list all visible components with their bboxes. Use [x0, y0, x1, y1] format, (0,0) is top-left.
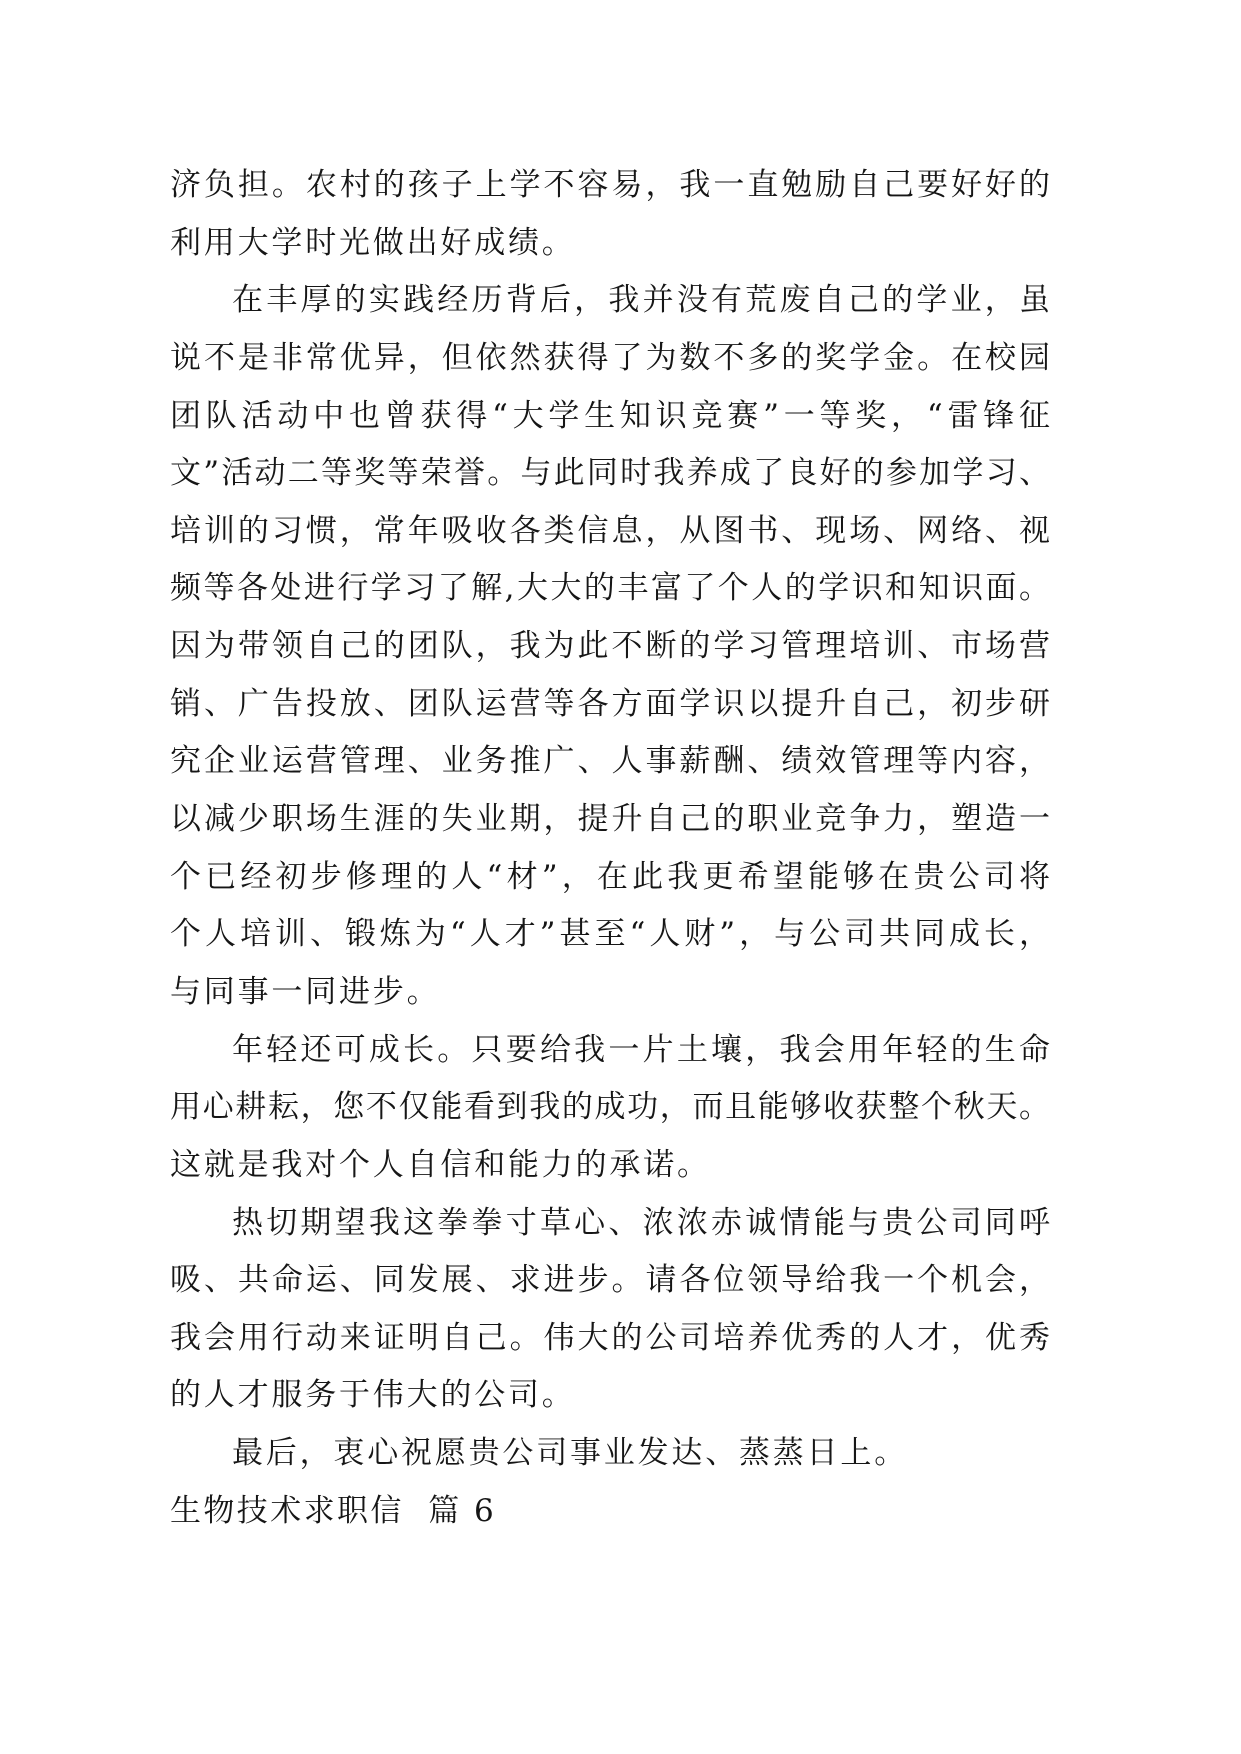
- paragraph: [170, 1425, 1050, 1483]
- paragraph: [170, 157, 1050, 272]
- text-line: 吸、共命运、同发展、求进步。请各位领导给我一个机会，: [170, 1262, 1050, 1299]
- text-line: 与同事一同进步。: [170, 973, 441, 1010]
- text-line: 利用大学时光做出好成绩。: [170, 224, 576, 261]
- text-line: 个已经初步修理的人“材”，在此我更希望能够在贵公司将: [170, 858, 1050, 895]
- paragraph: [170, 272, 1050, 1021]
- text-line: 团队活动中也曾获得“大学生知识竞赛”一等奖，“雷锋征: [170, 397, 1050, 434]
- paragraph: [170, 1195, 1050, 1426]
- text-line: 济负担。农村的孩子上学不容易，我一直勉励自己要好好的: [170, 167, 1050, 203]
- text-line: 究企业运营管理、业务推广、人事薪酬、绩效管理等内容，: [170, 743, 1050, 780]
- text-line: 销、广告投放、团队运营等各方面学识以提升自己，初步研: [170, 685, 1050, 722]
- text-line: 个人培训、锻炼为“人才”甚至“人财”，与公司共同成长，: [170, 916, 1050, 953]
- text-line: 频等各处进行学习了解,大大的丰富了个人的学识和知识面。: [170, 570, 1050, 607]
- text-line: 说不是非常优异，但依然获得了为数不多的奖学金。在校园: [170, 339, 1050, 376]
- text-line: 热切期望我这拳拳寸草心、浓浓赤诚情能与贵公司同呼: [232, 1204, 1050, 1241]
- text-line: 的人才服务于伟大的公司。: [170, 1377, 576, 1414]
- document-page: [170, 157, 1050, 1540]
- text-line: 在丰厚的实践经历背后，我并没有荒废自己的学业，虽: [232, 282, 1050, 319]
- section-heading: 生物技术求职信 篇 6: [170, 1492, 497, 1529]
- text-line: 这就是我对个人自信和能力的承诺。: [170, 1146, 711, 1183]
- paragraph: [170, 1022, 1050, 1195]
- text-line: 因为带领自己的团队，我为此不断的学习管理培训、市场营: [170, 628, 1050, 665]
- text-line: 以减少职场生涯的失业期，提升自己的职业竞争力，塑造一: [170, 801, 1050, 838]
- text-line: 培训的习惯，常年吸收各类信息，从图书、现场、网络、视: [170, 512, 1050, 549]
- text-line: 我会用行动来证明自己。伟大的公司培养优秀的人才，优秀: [170, 1319, 1050, 1356]
- text-line: 用心耕耘，您不仅能看到我的成功，而且能够收获整个秋天。: [170, 1089, 1050, 1126]
- text-line: 最后，衷心祝愿贵公司事业发达、蒸蒸日上。: [232, 1435, 908, 1472]
- text-line: 文”活动二等奖等荣誉。与此同时我养成了良好的参加学习、: [170, 455, 1050, 492]
- text-line: 年轻还可成长。只要给我一片土壤，我会用年轻的生命: [232, 1031, 1050, 1068]
